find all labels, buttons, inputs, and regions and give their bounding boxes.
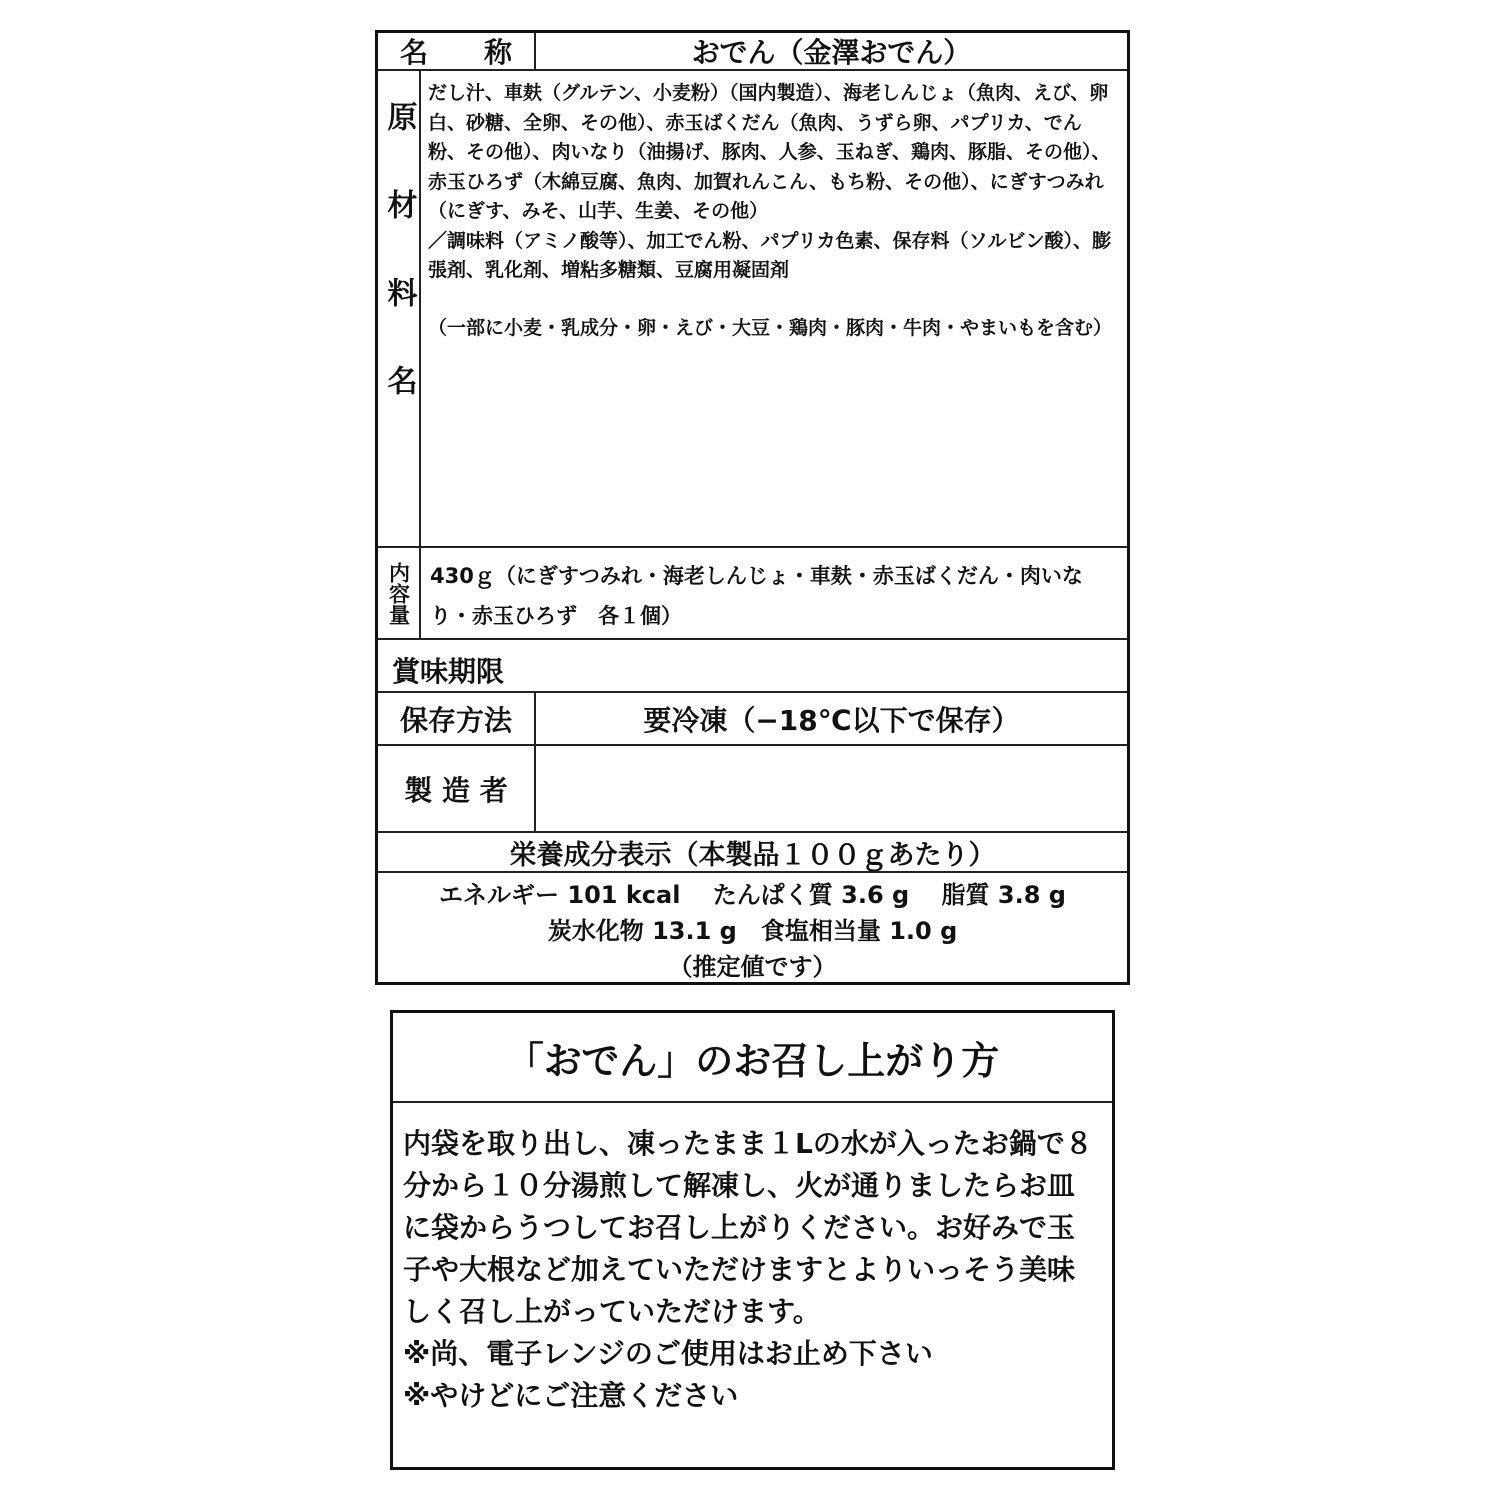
name-label: 名 称 <box>378 33 536 69</box>
maker-label: 製 造 者 <box>378 746 536 831</box>
storage-label: 保存方法 <box>378 693 536 744</box>
ingredients-text <box>428 79 1119 343</box>
storage-value: 要冷凍（−18℃以下で保存） <box>643 703 1020 737</box>
instructions-body: 内袋を取り出し、凍ったまま１Lの水が入ったお鍋で８分から１０分湯煎して解凍し、火が通りましたらお皿に袋からうつしてお召し上がりください。お好みで玉子や大根など加えていただけますとよりいっそう美味しく召し上がっていただけます。 <box>403 1127 1093 1328</box>
expiry-label: 賞味期限 <box>392 655 505 688</box>
nutrition-facts <box>378 873 1127 985</box>
ingredients-label: 原材料名 <box>381 101 417 453</box>
expiry-row <box>378 640 1127 693</box>
ingredients-list: だし汁、車麸（グルテン、小麦粉）（国内製造）、海老しんじょ（魚肉、えび、卵白、砂糖、全卵、その他）、赤玉ばくだん（魚肉、うずら卵、パプリカ、でん粉、その他）、肉いなり（油揚げ、豚肉、人参、玉ねぎ、鶏肉、豚脂、その他）、赤玉ひろず（木綿豆腐、魚肉、加賀れんこん、もち粉、その他）、にぎすつみれ（にぎす、みそ、山芋、生姜、その他） <box>428 82 1111 222</box>
burn-warning: ※やけどにご注意ください <box>403 1379 739 1412</box>
ingredients-row <box>378 71 1127 548</box>
instructions-box <box>390 1010 1115 1470</box>
microwave-note: ※尚、電子レンジのご使用はお止め下さい <box>403 1337 933 1370</box>
nutrition-line-1: エネルギー 101 kcal たんぱく質 3.6 g 脂質 3.8 g <box>439 881 1066 909</box>
nutrition-note: （推定値です） <box>668 953 837 981</box>
allergen-note: （一部に小麦・乳成分・卵・えび・大豆・鶏肉・豚肉・牛肉・やまいもを含む） <box>428 316 1113 339</box>
nutrition-line-2: 炭水化物 13.1 g 食塩相当量 1.0 g <box>547 917 958 945</box>
nutrition-title: 栄養成分表示（本製品１００ｇあたり） <box>378 833 1127 873</box>
contents-row <box>378 548 1127 640</box>
contents-value: 430ｇ（にぎすつみれ・海老しんじょ・車麸・赤玉ばくだん・肉いなり・赤玉ひろず 各１個） <box>430 564 1083 628</box>
name-value: おでん（金澤おでん） <box>691 36 972 69</box>
contents-label: 内容量 <box>386 561 411 625</box>
name-row <box>378 33 1127 71</box>
maker-row <box>378 746 1127 833</box>
instructions-title: 「おでん」のお召し上がり方 <box>393 1013 1112 1103</box>
food-label-table <box>375 30 1130 985</box>
storage-row <box>378 693 1127 746</box>
additives-list: ／調味料（アミノ酸等）、加工でん粉、パプリカ色素、保存料（ソルビン酸）、膨張剤、乳化剤、増粘多糖類、豆腐用凝固剤 <box>428 229 1112 281</box>
